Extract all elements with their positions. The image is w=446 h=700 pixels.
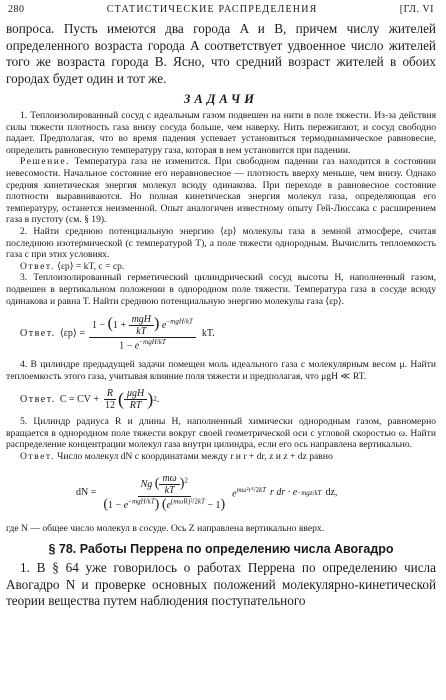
- lead-paragraph: вопроса. Пусть имеются два города A и B, причем числу жителей определенного возраста города A соответствует удвоенное число жителей того же возраста города B. Ясно, что средний возраст жителей в обоих городах будет один и тот же.: [6, 21, 436, 86]
- answer-lhs: ⟨εp⟩ =: [59, 327, 85, 339]
- formula-end: dz,: [325, 487, 338, 499]
- formula-tail: r dr · e: [270, 487, 298, 499]
- section-78-paragraph: 1. В § 64 уже говорилось о работах Перрена по определению числа Авогадро N и проверке основных положений молекулярно-кинетической теории вещества путем наблюдения поступательного: [6, 560, 436, 609]
- problem-3-text: 3. Теплоизолированный герметический цилиндрический сосуд высоты H, наполненный газом, подвешен в вертикальном положении в однородном поле тяжести. Температура газа в сосуде всюду одинакова и равна T. Найти среднюю потенциальную энергию молекулы газа ⟨εp⟩.: [6, 272, 436, 307]
- chapter-label: [ГЛ. VI: [399, 4, 434, 15]
- fraction-numerator: 1 − (1 + $\frac{\text{mgH}}{kT}$ ) $e^{-mgH/kT}$: [89, 314, 196, 338]
- problem-4-answer: Ответ. C = CV + $\frac{R}{12}$ ( $\frac{\text{μgH}}{RT}$ ) 2 .: [20, 387, 160, 411]
- solution-text: Температура газа не изменится. При свободном падении газ находится в состоянии невесомости. Начальное состояние его неравновесное — плотность вверху меньше, чем внизу. Однако средняя кинетическая энергия молекул всюду одинакова. При переходе в равновесное состояние плотности выравниваются. Но полная кинетическая энергия молекул газа, определяющая его температуру, останется неизменной. Опыт аналогичен известному опыту Гей-Люссака с расширением газа в пустоту (см. § 19).: [6, 156, 436, 226]
- page-header: [6, 4, 436, 19]
- page-number: 280: [8, 4, 25, 15]
- problem-5-text: 5. Цилиндр радиуса R и длины H, наполненный химически однородным газом, равномерно вращается в однородном поле тяжести вокруг своей геометрической оси с угловой скоростью ω. Найти распределение концентрации молекул газа внутри цилиндра, если его ось направлена вертикально.: [6, 416, 436, 451]
- answer-value: ⟨εp⟩ = kT, c = cp.: [57, 260, 125, 272]
- problem-5-answer: [6, 451, 436, 463]
- answer-fraction: [89, 314, 196, 351]
- answer-rhs: kT.: [201, 327, 215, 339]
- solution-label: Решение.: [20, 156, 71, 168]
- problem-5-note: где N — общее число молекул в сосуде. Ось Z направлена вертикально вверх.: [6, 522, 325, 534]
- answer-text: Число молекул dN с координатами между r и r + dr, z и z + dz равно: [57, 451, 333, 463]
- answer-label: Ответ.: [20, 451, 55, 463]
- problem-3-answer: [6, 309, 436, 357]
- formula-fraction: [100, 473, 228, 513]
- answer-lhs: C = CV +: [59, 393, 99, 405]
- answer-label: Ответ.: [20, 393, 56, 405]
- fraction-denominator: $1 - e^{-mgH/kT}$: [119, 338, 166, 352]
- formula-denominator: $(1 - e^{-mgH/kT})$ $(e^{(m\omega R)^2/2kT} - 1)$: [103, 496, 226, 512]
- problems-title: ЗАДАЧИ: [183, 92, 259, 106]
- answer-label: Ответ.: [20, 327, 56, 339]
- answer-fraction: $\frac{R}{12}$: [104, 387, 115, 411]
- problem-2-text: 2. Найти среднюю потенциальную энергию ⟨εp⟩ молекулы газа в земной атмосфере, считая последнюю изотермической (с температурой T), а поле тяжести однородным. Вычислить теплоемкость газа c при этих условиях.: [6, 225, 436, 261]
- running-title: СТАТИСТИЧЕСКИЕ РАСПРЕДЕЛЕНИЯ: [106, 4, 318, 15]
- formula-lhs: dN =: [76, 487, 97, 499]
- book-page: [6, 0, 436, 610]
- section-78-title: § 78. Работы Перрена по определению числа Авогадро: [48, 542, 394, 557]
- problem-5-formula: dN = Ng ( $\frac{m\omega}{kT}$ )$^2$ $(1 - e^{-mgH/kT})$ $(e^{(m\omega R)^2/2kT} - 1)$ $e^{m\omega^2r^2/2kT}$ r dr · e −mgz/kT dz,: [76, 472, 338, 512]
- formula-numerator: Ng ( $\frac{m\omega}{kT}$ )$^2$: [138, 473, 191, 497]
- answer-label: Ответ.: [20, 260, 55, 272]
- problem-4-text: 4. В цилиндре предыдущей задачи помещен моль идеального газа с молекулярным весом μ. Найти теплоемкость этого газа, учитывая влияние поля тяжести и предполагая, что μgH ≪ RT.: [6, 359, 436, 382]
- problem-1-text: 1. Теплоизолированный сосуд с идеальным газом подвешен на нити в поле тяжести. Из-за действия силы тяжести плотность газа внизу сосуда больше, чем наверху. Нить пережигают, и сосуд свободно падает. Предполагая, что во время падения успевает установиться термодинамическое равновесие, определить равновесную температуру газа, которая в нем установится при падении.: [6, 110, 436, 156]
- problem-2-answer: [6, 261, 436, 273]
- problem-1-solution: [6, 156, 436, 226]
